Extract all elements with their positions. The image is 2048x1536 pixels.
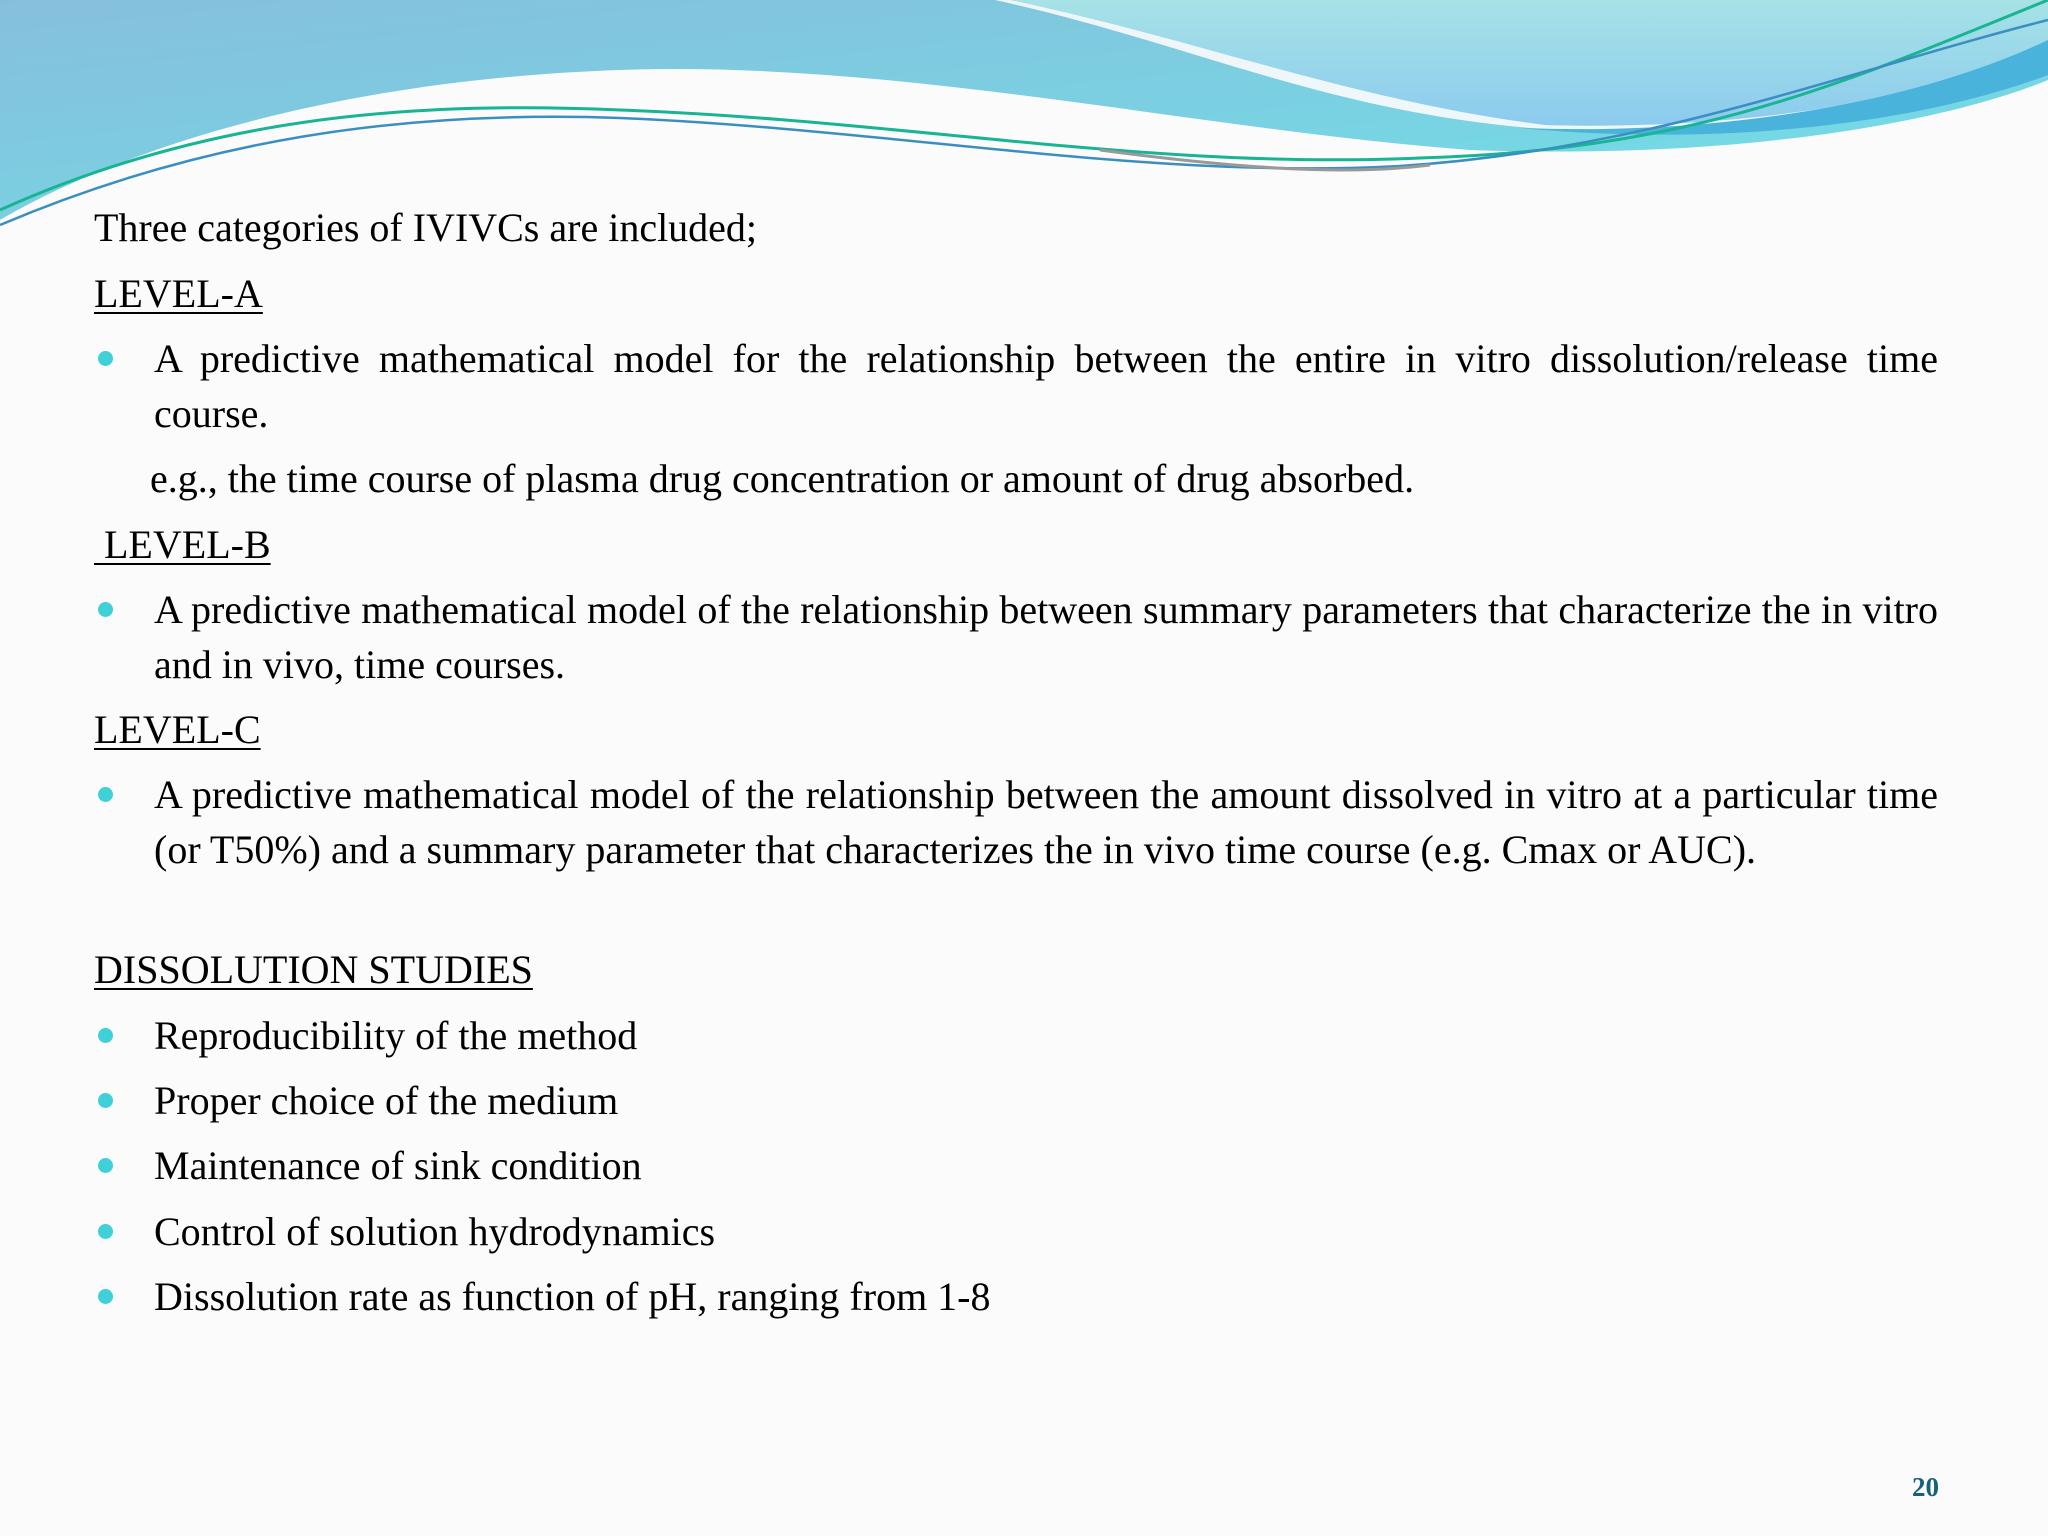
heading-dissolution-studies: DISSOLUTION STUDIES bbox=[94, 947, 533, 992]
list-item: Control of solution hydrodynamics bbox=[94, 1204, 1938, 1259]
list-item: Reproducibility of the method bbox=[94, 1008, 1938, 1063]
list-item: A predictive mathematical model for the relationship between the entire in vitro dissolution/release time course. bbox=[94, 331, 1938, 441]
bullet-icon bbox=[98, 1289, 113, 1304]
bullet-icon bbox=[98, 1158, 113, 1173]
bullet-icon bbox=[98, 1224, 113, 1239]
list-item: A predictive mathematical model of the relationship between the amount dissolved in vitro at a particular time (or T50%) and a summary parameter that characterizes the in vivo time course (e.g. Cmax or AUC). bbox=[94, 767, 1938, 877]
intro-text: Three categories of IVIVCs are included; bbox=[94, 205, 758, 250]
bullet-icon bbox=[98, 787, 113, 802]
example-note: e.g., the time course of plasma drug concentration or amount of drug absorbed. bbox=[150, 456, 1415, 501]
bullet-icon bbox=[98, 351, 113, 366]
heading-level-b: LEVEL-B bbox=[94, 522, 271, 567]
page-number: 20 bbox=[1912, 1472, 1939, 1502]
list-item: Dissolution rate as function of pH, ranging from 1-8 bbox=[94, 1269, 1938, 1324]
list-item: Proper choice of the medium bbox=[94, 1073, 1938, 1128]
list-item: Maintenance of sink condition bbox=[94, 1138, 1938, 1193]
heading-level-a: LEVEL-A bbox=[94, 271, 263, 316]
bullet-icon bbox=[98, 1028, 113, 1043]
heading-level-c: LEVEL-C bbox=[94, 707, 261, 752]
list-item: A predictive mathematical model of the relationship between summary parameters that characterize the in vitro and in vivo, time courses. bbox=[94, 582, 1938, 692]
bullet-icon bbox=[98, 602, 113, 617]
bullet-icon bbox=[98, 1093, 113, 1108]
